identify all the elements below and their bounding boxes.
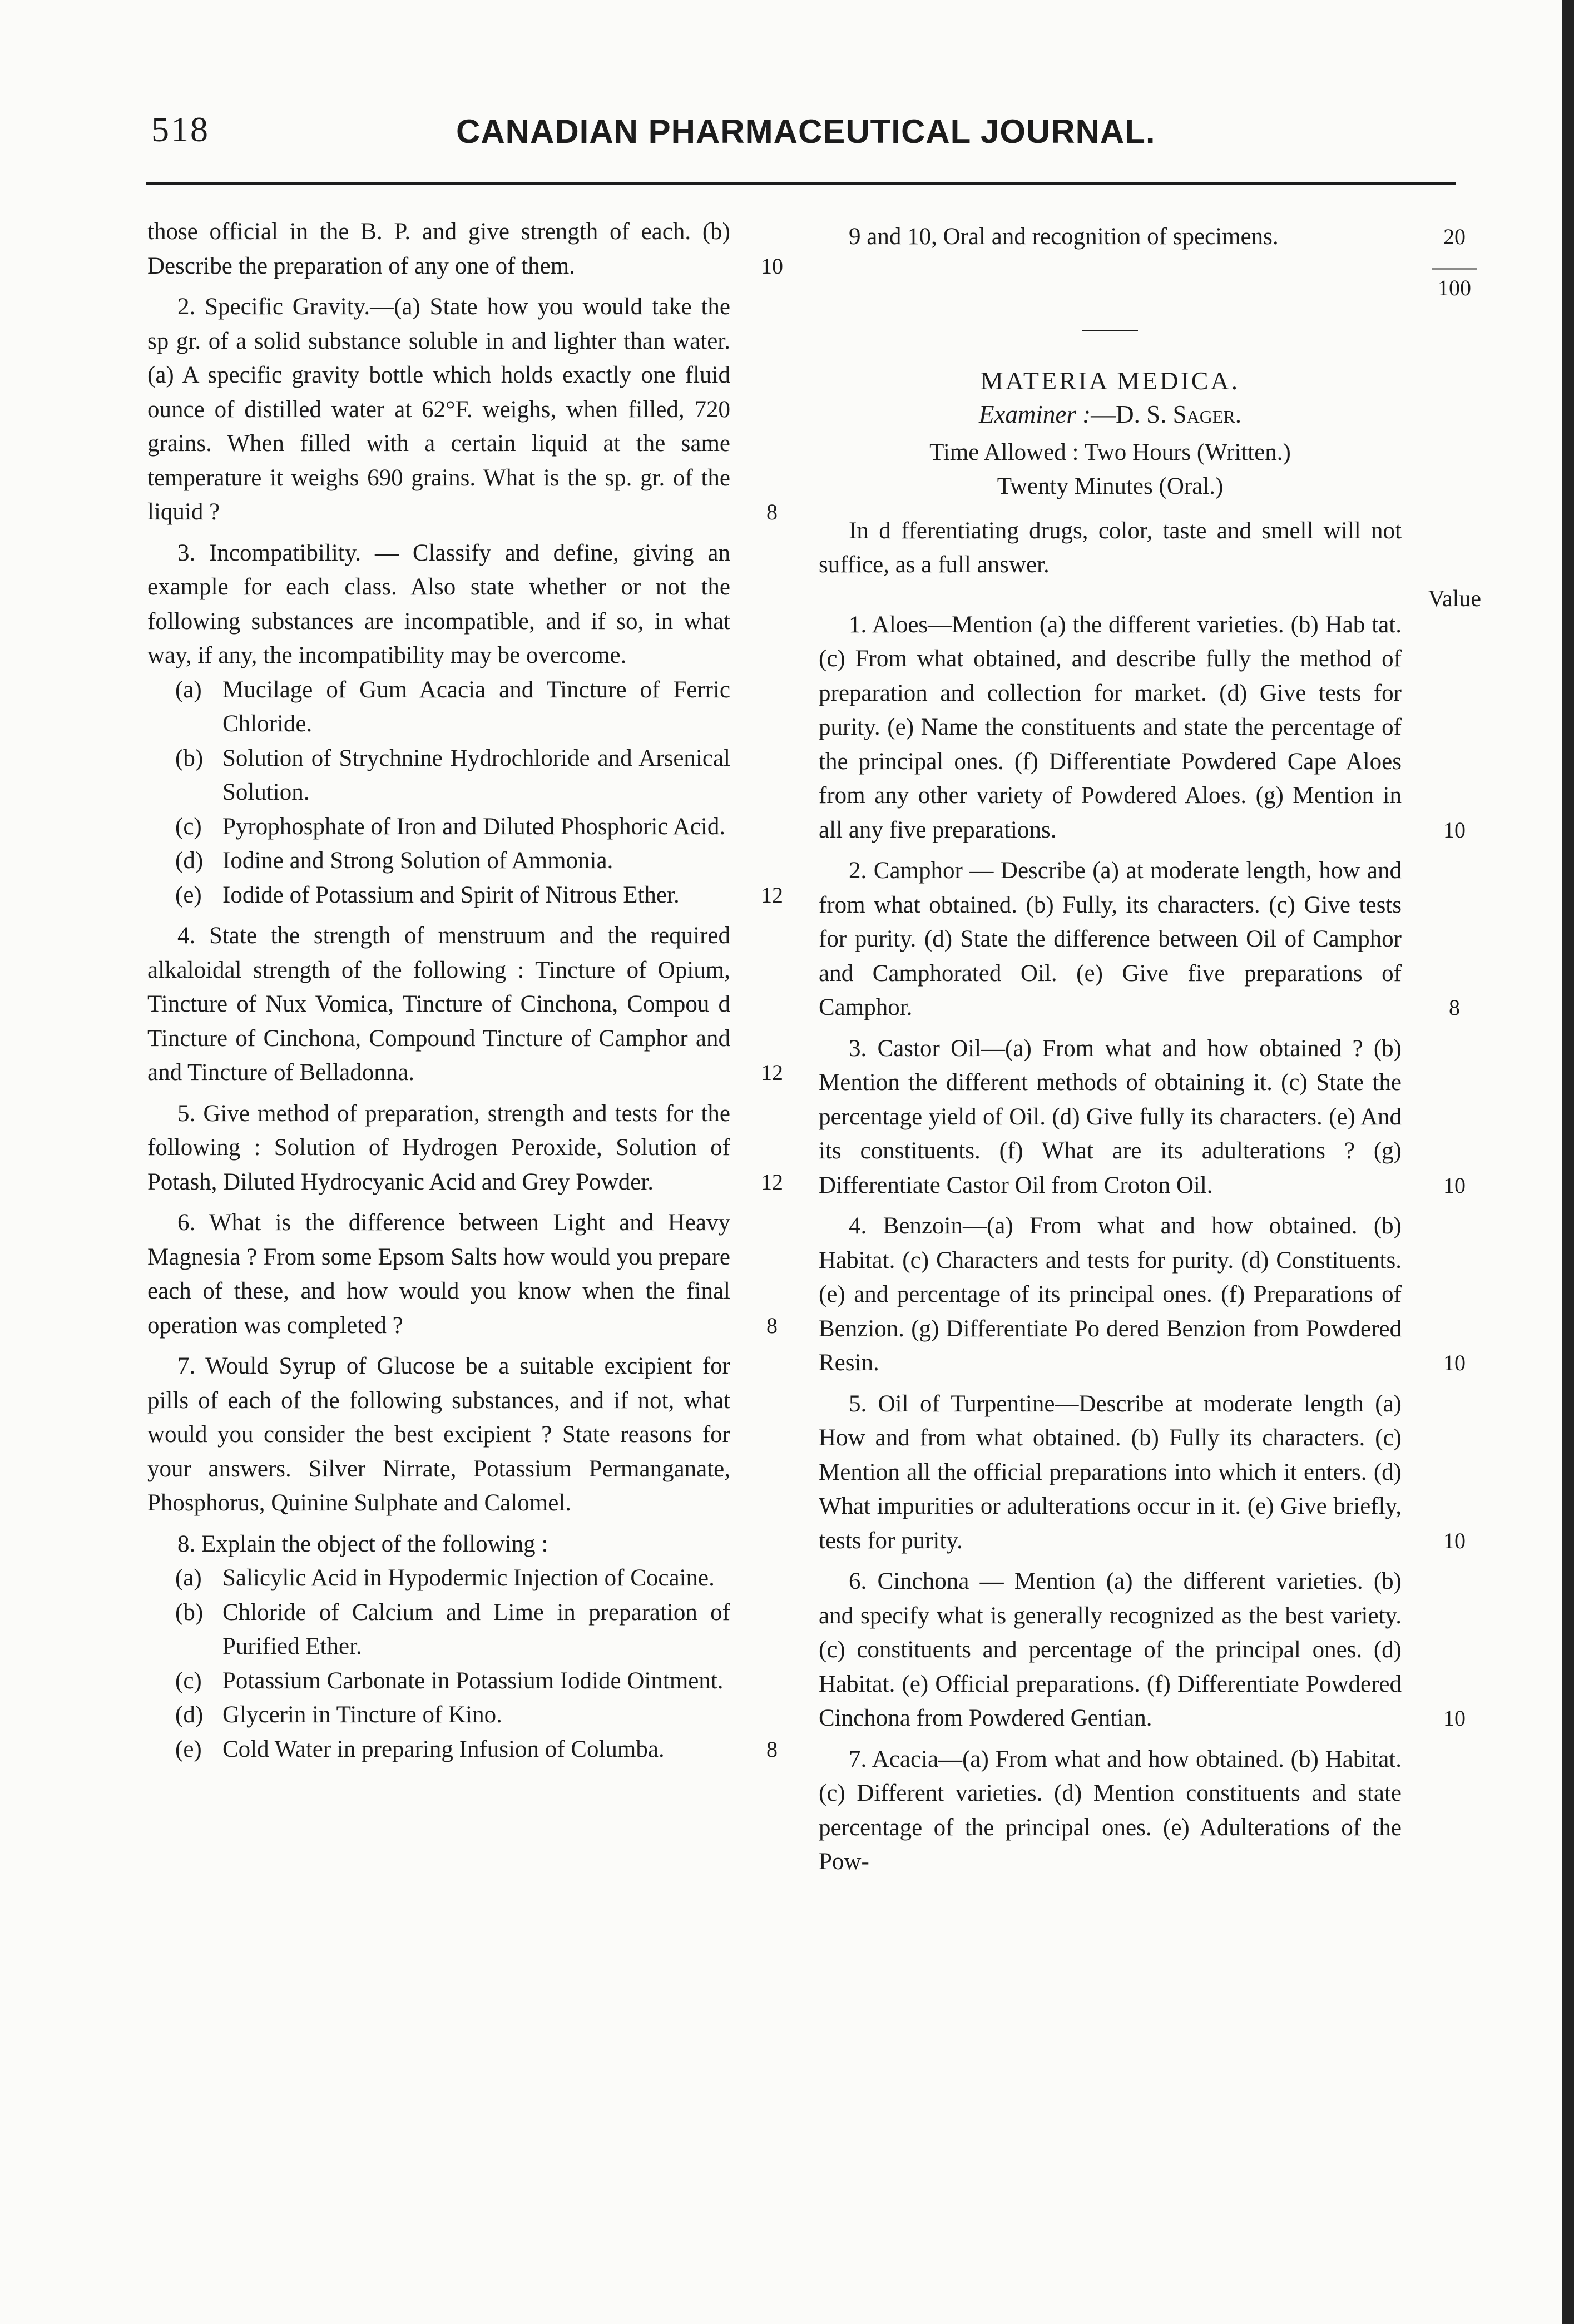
question-value: 8 [1449, 995, 1460, 1020]
value-column-label: Value [1428, 586, 1481, 612]
running-head: CANADIAN PHARMACEUTICAL JOURNAL. [456, 113, 1156, 150]
continued-question [147, 215, 783, 283]
list-item: (d) Iodine and Strong Solution of Ammonia. [175, 848, 613, 874]
question-3 [819, 1032, 1466, 1203]
question-text: 3. Castor Oil—(a) From what and how obtained ? (b) Mention the different methods of obtaining it. (c) State the percentage yield of Oil. (d) Give fully its characters. (e) And its constituents. (f) What are its adulterations ? (g) Differentiate Castor Oil from Croton Oil. [819, 1035, 1402, 1198]
question-value: 12 [761, 882, 783, 908]
left-column [147, 215, 783, 1766]
question-5 [147, 1097, 783, 1200]
list-item: (a) Mucilage of Gum Acacia and Tincture of Ferric Chloride. [175, 676, 730, 737]
time-oral: Twenty Minutes (Oral.) [997, 473, 1224, 499]
header-rule [146, 182, 1456, 185]
list-item: (c) Potassium Carbonate in Potassium Iodide Ointment. [175, 1667, 724, 1694]
question-2 [147, 290, 778, 529]
list-item: (b) Chloride of Calcium and Lime in preparation of Purified Ether. [175, 1599, 730, 1659]
question-1 [819, 608, 1466, 848]
question-value: 8 [766, 499, 778, 524]
question-4 [819, 1209, 1466, 1380]
question-text: 6. Cinchona — Mention (a) the different varieties. (b) and specify what is generally recognized as the best variety. (c) constituents and percentage of the principal ones. (d) Habitat. (e) Official preparations. (f) Differentiate Powdered Cinchona from Powdered Gentian. [819, 1568, 1402, 1731]
question-6 [147, 1206, 778, 1342]
question-text: 5. Oil of Turpentine—Describe at moderate length (a) How and from what obtained. (b) Fully its characters. (c) Mention all the official preparations into which it enters. (d) What impurities or adulterations occur in it. (e) Give briefly, tests for purity. [819, 1390, 1402, 1554]
section-divider [1082, 330, 1138, 331]
question-text: 1. Aloes—Mention (a) the different varieties. (b) Hab tat. (c) From what obtained, and describe fully the method of preparation and collection for market. (d) Give tests for purity. (e) Name the constituents and state the percentage of the principal ones. (f) Differentiate Powdered Cape Aloes from any other variety of Powdered Aloes. (g) Mention in all any five preparations. [819, 611, 1402, 843]
question-value: 10 [761, 253, 783, 279]
time-written: Time Allowed : Two Hours (Written.) [929, 439, 1291, 465]
list-item: (d) Glycerin in Tincture of Kino. [175, 1702, 502, 1728]
question-text: 6. What is the difference between Light and Heavy Magnesia ? From some Epsom Salts how would you prepare each of these, and how would you know when the final operation was completed ? [147, 1210, 730, 1339]
question-text: 2. Specific Gravity.—(a) State how you would take the sp gr. of a solid substance soluble in and lighter than water. (a) A specific gravity bottle which holds exactly one fluid ounce of distilled water at 62°F. weighs, when filled, 720 grains. When filled with a certain liquid at the same temperature it weighs 690 grains. What is the sp. gr. of the liquid ? [147, 294, 730, 525]
list-item: (a) Salicylic Acid in Hypodermic Injection of Cocaine. [175, 1565, 715, 1591]
question-value: 8 [766, 1312, 778, 1338]
question-6 [819, 1564, 1466, 1736]
question-7 [819, 1742, 1402, 1879]
question-text: 7. Would Syrup of Glucose be a suitable excipient for pills of each of the following substances, and if not, what would you consider the best excipient ? State reasons for your answers. Silver Nirrate, Potassium Permanganate, Phosphorus, Quinine Sulphate and Calomel. [147, 1353, 730, 1516]
question-value: 8 [766, 1736, 778, 1762]
question-4 [147, 919, 783, 1090]
question-value: 10 [1443, 1350, 1466, 1375]
oral-line [819, 220, 1466, 254]
question-text: 9 and 10, Oral and recognition of specimens. [849, 224, 1279, 250]
list-item: (e) Iodide of Potassium and Spirit of Nitrous Ether. [175, 881, 680, 908]
list-item: (b) Solution of Strychnine Hydrochloride and Arsenical Solution. [175, 745, 730, 805]
question-text: 3. Incompatibility. — Classify and define, giving an example for each class. Also state whether or not the following substances are incompatible, and if so, in what way, if any, the incompatibility may be overcome. [147, 539, 730, 668]
question-7 [147, 1349, 730, 1520]
right-column [819, 220, 1481, 1886]
examiner: Examiner :—D. S. Sager. [978, 400, 1242, 428]
list-item: (c) Pyrophosphate of Iron and Diluted Phosphoric Acid. [175, 813, 726, 840]
question-2 [819, 854, 1460, 1025]
list-item: (e) Cold Water in preparing Infusion of Columba. [175, 1736, 665, 1762]
question-3 [147, 536, 730, 673]
total-dash: —— [1432, 254, 1477, 279]
question-8: 8. Explain the object of the following : [177, 1530, 548, 1557]
question-3-items [147, 673, 783, 913]
question-8-items [147, 1561, 778, 1766]
question-text: 5. Give method of preparation, strength and tests for the following : Solution of Hydrogen Peroxide, Solution of Potash, Diluted Hydrocyanic Acid and Grey Powder. [147, 1100, 730, 1195]
question-text: 4. State the strength of menstruum and the required alkaloidal strength of the following : Tincture of Opium, Tincture of Nux Vomica, Tincture of Cinchona, Compou d Tincture of Cinchona, Compound Tincture of Camphor and and Tincture of Belladonna. [147, 923, 730, 1086]
question-value: 10 [1443, 1172, 1466, 1198]
total-value: 100 [1438, 275, 1471, 300]
instruction-note: In d fferentiating drugs, color, taste and smell will not suffice, as a full answer. [819, 517, 1402, 578]
binding-edge [1562, 0, 1574, 2324]
question-value: 10 [1443, 1528, 1466, 1553]
question-value: 12 [761, 1169, 783, 1195]
question-5 [819, 1387, 1466, 1558]
question-value: 10 [1443, 1706, 1466, 1731]
section-title: MATERIA MEDICA. [980, 366, 1240, 395]
question-value: 10 [1443, 817, 1466, 843]
question-text: 2. Camphor — Describe (a) at moderate length, how and from what obtained. (b) Fully, its characters. (c) Give tests for purity. (d) State the difference between Oil of Camphor and Camphorated Oil. (e) Give five preparations of Camphor. [819, 858, 1402, 1020]
question-text: those official in the B. P. and give strength of each. (b) Describe the preparation of any one of them. [147, 219, 730, 279]
question-value: 12 [761, 1060, 783, 1085]
page-number: 518 [151, 110, 210, 149]
question-text: 4. Benzoin—(a) From what and how obtained. (b) Habitat. (c) Characters and tests for purity. (d) Constituents. (e) and percentage of its principal ones. (f) Preparations of Benzion. (g) Differentiate Po dered Benzion from Powdered Resin. [819, 1213, 1402, 1376]
question-text: 7. Acacia—(a) From what and how obtained. (b) Habitat. (c) Different varieties. (d) Mention constituents and state percentage of the principal ones. (e) Adulterations of the Pow- [819, 1746, 1402, 1875]
total-line [819, 254, 1477, 305]
question-value: 20 [1443, 224, 1466, 249]
